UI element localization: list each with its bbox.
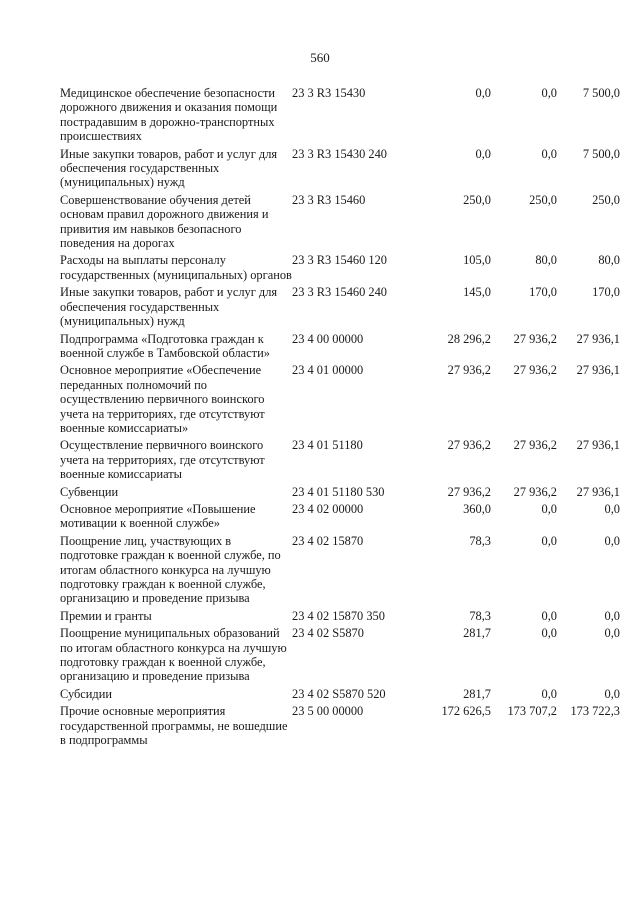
amount-year-1: 78,3	[469, 608, 491, 623]
row-description: Поощрение лиц, участвующих в подготовке граждан к военной службе, по итогам областного конкурса на лучшую подготовку граждан к военной службе, организацию и проведение призыва	[60, 533, 281, 606]
row-description: Расходы на выплаты персоналу государственных (муниципальных) органов	[60, 253, 292, 282]
table-row	[60, 285, 620, 331]
amount-year-1: 172 626,5	[441, 704, 491, 719]
amount-year-2: 0,0	[541, 533, 557, 548]
amount-year-3: 27 936,1	[576, 438, 620, 453]
amount-year-2: 170,0	[529, 285, 557, 300]
row-code: 23 3 R3 15460 120	[292, 253, 387, 268]
amount-year-1: 78,3	[469, 533, 491, 548]
row-code: 23 4 01 51180 530	[292, 484, 385, 499]
amount-year-2: 27 936,2	[513, 331, 557, 346]
amount-year-2: 250,0	[529, 192, 557, 207]
amount-year-1: 105,0	[463, 253, 491, 268]
table-row	[60, 626, 620, 687]
table-row	[60, 438, 620, 484]
amount-year-2: 27 936,2	[513, 438, 557, 453]
amount-year-1: 281,7	[463, 686, 491, 701]
row-description: Осуществление первичного воинского учета на территориях, где отсутствуют военные комиссариаты	[60, 438, 265, 482]
row-code: 23 4 01 00000	[292, 363, 364, 378]
row-code: 23 3 R3 15430	[292, 86, 366, 100]
budget-table	[60, 86, 620, 750]
amount-year-1: 27 936,2	[447, 438, 491, 453]
table-row	[60, 332, 620, 364]
table-row	[60, 502, 620, 534]
amount-year-1: 27 936,2	[447, 363, 491, 378]
amount-year-2: 0,0	[541, 86, 557, 100]
page-number: 560	[310, 50, 330, 65]
amount-year-1: 360,0	[463, 501, 491, 516]
amount-year-3: 0,0	[604, 626, 620, 641]
row-description: Подпрограмма «Подготовка граждан к военной службе в Тамбовской области»	[60, 331, 270, 360]
row-code: 23 4 02 00000	[292, 501, 364, 516]
amount-year-2: 0,0	[541, 608, 557, 623]
row-code: 23 4 02 15870 350	[292, 608, 385, 623]
amount-year-3: 80,0	[598, 253, 620, 268]
amount-year-3: 250,0	[592, 192, 620, 207]
row-description: Прочие основные мероприятия государственной программы, не вошедшие в подпрограммы	[60, 704, 288, 748]
amount-year-3: 7 500,0	[582, 86, 620, 100]
amount-year-3: 173 722,3	[570, 704, 620, 719]
amount-year-2: 80,0	[535, 253, 557, 268]
amount-year-2: 173 707,2	[507, 704, 557, 719]
row-description: Основное мероприятие «Повышение мотивации к военной службе»	[60, 501, 256, 531]
row-code: 23 4 01 51180	[292, 438, 363, 453]
amount-year-1: 27 936,2	[447, 484, 491, 499]
table-row	[60, 193, 620, 254]
amount-year-3: 170,0	[592, 285, 620, 300]
amount-year-3: 27 936,1	[576, 331, 620, 346]
row-description: Основное мероприятие «Обеспечение переданных полномочий по осуществлению первичного воинского учета на территориях, где отсутствуют военные комиссариаты»	[60, 363, 265, 435]
table-row	[60, 363, 620, 438]
row-description: Субвенции	[60, 484, 119, 499]
row-description: Премии и гранты	[60, 608, 152, 623]
row-code: 23 4 00 00000	[292, 331, 364, 346]
amount-year-1: 250,0	[463, 192, 491, 207]
row-description: Иные закупки товаров, работ и услуг для обеспечения государственных (муниципальных) нужд	[60, 285, 278, 329]
table-row	[60, 253, 620, 285]
table-row	[60, 687, 620, 704]
amount-year-1: 0,0	[475, 86, 491, 100]
row-description: Иные закупки товаров, работ и услуг для обеспечения государственных (муниципальных) нужд	[60, 146, 278, 190]
amount-year-1: 281,7	[463, 626, 491, 641]
row-code: 23 4 02 S5870 520	[292, 686, 386, 701]
row-code: 23 3 R3 15460 240	[292, 285, 387, 300]
amount-year-2: 0,0	[541, 501, 557, 516]
amount-year-2: 0,0	[541, 626, 557, 641]
budget-table-body	[60, 86, 620, 750]
table-row	[60, 534, 620, 609]
table-row	[60, 147, 620, 193]
table-row	[60, 704, 620, 750]
row-description: Субсидии	[60, 686, 112, 701]
row-description: Поощрение муниципальных образований по итогам областного конкурса на лучшую подготовку граждан к военной службе, организацию и проведение призыва	[60, 626, 287, 684]
table-row	[60, 609, 620, 626]
table-row	[60, 485, 620, 502]
amount-year-1: 28 296,2	[447, 331, 491, 346]
amount-year-2: 27 936,2	[513, 363, 557, 378]
row-description: Совершенствование обучения детей основам правил дорожного движения и привития им навыков безопасного поведения на дорогах	[60, 192, 269, 251]
amount-year-2: 27 936,2	[513, 484, 557, 499]
amount-year-3: 0,0	[604, 608, 620, 623]
amount-year-3: 0,0	[604, 686, 620, 701]
amount-year-2: 0,0	[541, 686, 557, 701]
amount-year-3: 27 936,1	[576, 484, 620, 499]
row-code: 23 3 R3 15460	[292, 192, 366, 207]
amount-year-3: 0,0	[604, 533, 620, 548]
row-code: 23 4 02 S5870	[292, 626, 364, 641]
table-row	[60, 86, 620, 147]
amount-year-1: 145,0	[463, 285, 491, 300]
row-description: Медицинское обеспечение безопасности дорожного движения и оказания помощи пострадавшим в дорожно-транспортных происшествиях	[60, 86, 278, 144]
amount-year-3: 7 500,0	[582, 146, 620, 161]
row-code: 23 3 R3 15430 240	[292, 146, 387, 161]
amount-year-3: 0,0	[604, 501, 620, 516]
row-code: 23 5 00 00000	[292, 704, 364, 719]
row-code: 23 4 02 15870	[292, 533, 364, 548]
amount-year-1: 0,0	[475, 146, 491, 161]
amount-year-3: 27 936,1	[576, 363, 620, 378]
amount-year-2: 0,0	[541, 146, 557, 161]
